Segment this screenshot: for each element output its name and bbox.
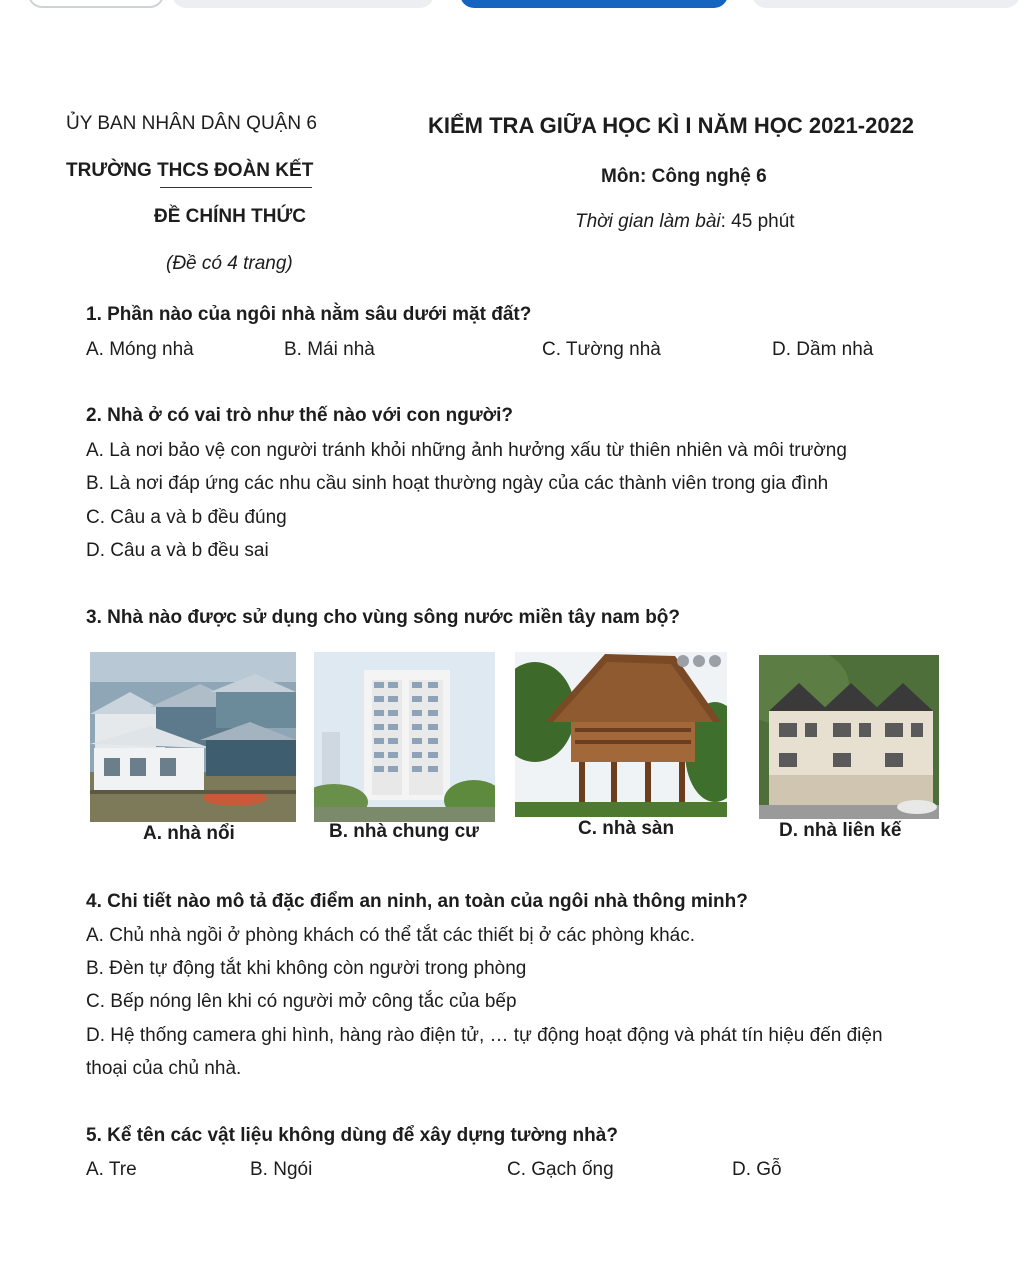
q4-option-c: C. Bếp nóng lên khi có người mở công tắc của bếp: [86, 991, 517, 1012]
q2-option-d: D. Câu a và b đều sai: [86, 540, 269, 561]
tab-4[interactable]: [752, 0, 1020, 8]
q1-option-a: A. Móng nhà: [86, 339, 194, 360]
q1-option-d: D. Dầm nhà: [772, 339, 874, 360]
q5-option-b: B. Ngói: [250, 1159, 313, 1180]
q3-option-b: B. nhà chung cư: [329, 821, 479, 842]
tab-2[interactable]: [172, 0, 434, 8]
q3-option-a: A. nhà nổi: [143, 823, 235, 844]
q4-option-a: A. Chủ nhà ngồi ở phòng khách có thể tắt các thiết bị ở các phòng khác.: [86, 925, 696, 946]
q2-option-b: B. Là nơi đáp ứng các nhu cầu sinh hoạt thường ngày của các thành viên trong gia đình: [86, 473, 829, 494]
stilt-house-image: [515, 652, 727, 817]
q5-option-c: C. Gạch ống: [507, 1159, 614, 1180]
q2-option-a: A. Là nơi bảo vệ con người tránh khỏi những ảnh hưởng xấu từ thiên nhiên và môi trường: [86, 440, 847, 461]
question-5: 5. Kể tên các vật liệu không dùng để xây dựng tường nhà?: [86, 1125, 618, 1146]
district-name: ỦY BAN NHÂN DÂN QUẬN 6: [66, 113, 317, 134]
tab-strip: [0, 0, 1024, 8]
stilt-house-illustration: [515, 652, 727, 817]
floating-house-image: [90, 652, 296, 822]
tab-1[interactable]: [28, 0, 164, 8]
school-underline: [160, 187, 312, 188]
townhouse-image: [759, 655, 939, 819]
apartment-image: [314, 652, 495, 822]
official-label: ĐỀ CHÍNH THỨC: [154, 206, 306, 227]
q4-option-b: B. Đèn tự động tắt khi không còn người trong phòng: [86, 958, 527, 979]
q3-option-d: D. nhà liên kế: [779, 820, 902, 841]
time-value: : 45 phút: [720, 211, 795, 232]
q1-option-c: C. Tường nhà: [542, 339, 661, 360]
pages-note: (Đề có 4 trang): [166, 253, 293, 274]
q1-option-b: B. Mái nhà: [284, 339, 375, 360]
q3-option-c: C. nhà sàn: [578, 818, 675, 839]
question-1: 1. Phần nào của ngôi nhà nằm sâu dưới mặt đất?: [86, 304, 532, 325]
q2-option-c: C. Câu a và b đều đúng: [86, 507, 287, 528]
question-2: 2. Nhà ở có vai trò như thế nào với con người?: [86, 405, 513, 426]
school-name: TRƯỜNG THCS ĐOÀN KẾT: [66, 160, 314, 181]
exam-title: KIỂM TRA GIỮA HỌC KÌ I NĂM HỌC 2021-2022: [428, 113, 915, 138]
townhouse-illustration: [759, 655, 939, 819]
apartment-illustration: [314, 652, 495, 822]
time-limit: [575, 211, 795, 233]
floating-house-illustration: [90, 652, 296, 822]
tab-active[interactable]: [460, 0, 728, 8]
q5-option-d: D. Gỗ: [732, 1159, 782, 1180]
time-label: Thời gian làm bài: [575, 211, 721, 232]
q4-option-d-cont: thoại của chủ nhà.: [86, 1058, 242, 1079]
question-3: 3. Nhà nào được sử dụng cho vùng sông nước miền tây nam bộ?: [86, 607, 681, 628]
subject: Môn: Công nghệ 6: [601, 166, 767, 187]
q5-option-a: A. Tre: [86, 1159, 137, 1180]
question-4: 4. Chi tiết nào mô tả đặc điểm an ninh, an toàn của ngôi nhà thông minh?: [86, 891, 748, 912]
q4-option-d: D. Hệ thống camera ghi hình, hàng rào điện tử, … tự động hoạt động và phát tín hiệu đến điện: [86, 1025, 883, 1046]
